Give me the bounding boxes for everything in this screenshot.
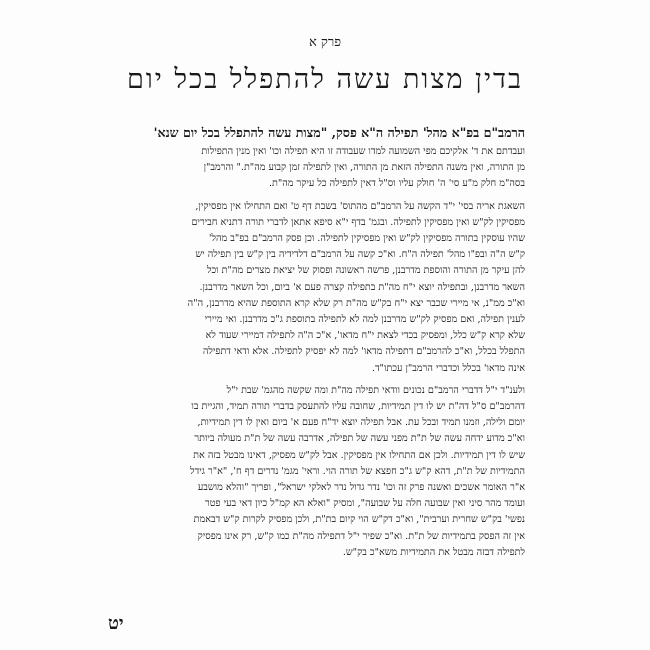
text-line: יומם ולילה, וזמנו תמיד ובכל עת. אבל תפילה יוצא יד"ח פעם א' ביום ואין לו דין תמידיות, (197, 417, 525, 429)
text-line: וא"כ מדוע ידחה עשה של ת"ת מפני עשה של תפילה, אדרבה עשה של ת"ת מעולה ביותר (194, 433, 525, 445)
text-line: מן התורה, ואין משנה התפילה הזאת מן התורה, ואין לתפילה זמן קבוע מה"ת." והרמב"ן (203, 162, 525, 174)
text-line: דהרמב"ם ס"ל דה"ת יש לו דין תמידיות, שחובה עליו להתעסק בדברי תורה תמיד, והגיית בו (191, 401, 525, 413)
text-line: מפסיקין לק"ש ואין מפסיקין לתפילה. ובגמ' בדף י"א סיפא אתאן לדברי תורה דתניא חבירים (191, 216, 525, 228)
text-line: ועבדתם את ד' אלקיכם מפי השמועה למדו שעבודה זו היא תפילה וכו' ואין מנין התפילות (201, 146, 525, 157)
text-line: להן עיקר מן התורה והוספת מדרבנן, פרשה ראשונה ופסוק של יציאת מצרים מה"ת וכל (207, 265, 525, 277)
page-title: בדין מצות עשה להתפלל בכל יום (126, 64, 524, 95)
paragraph (125, 199, 525, 377)
text-line: ועומד מהר סיני ואין שבועה חלה על שבועה", ומסיק "ואלא הא קמ"ל כיון דאי בעי פטר (205, 498, 525, 510)
text-line: שהיו עוסקין בתורה מפסיקין לק"ש ואין מפסיקין לתפילה. וכן פסק הרמב"ם בפ"ב מהל' (208, 233, 525, 245)
text-line: השאר מדרבנן, ובתפילה יוצא י"ח מה"ת בתפילה קצרה פעם א' ביום, וכל השאר מדרבנן. (199, 281, 525, 293)
text-line: שלא קרא ק"ש כלל, ומפסיק בכדי לצאת י"ח מדאו', א"כ ה"ה לתפילה דמיירי שעוד לא (205, 330, 525, 342)
page-number: יט (108, 613, 124, 634)
text-line: ולענ"ד י"ל דדברי הרמב"ם נכונים וודאי תפילה מה"ת ומה שקשה מהגמ' שבת י"ל (226, 384, 525, 396)
text-line: שיש לו דין תמידיות. ולכן אם התחילו אין מפסיקין. אבל לק"ש מפסיק, דאינו מבטל בזה את (193, 449, 525, 461)
paragraph (125, 122, 525, 193)
text-line: התפלל בכלל, וא"כ להרמב"ם דתפילה מדאו' למה לא יפסיק לתפילה. אלא ודאי דתפילה (202, 346, 525, 358)
text-line: ק"ש ה"ה ובפ"ו מהל' תפילה ה"ח. וא"כ קשה על הרמב"ם דלדידיה בין ק"ש בין תפילה יש (195, 249, 525, 261)
text-line: אין זה הפסק בתמידיות של ת"ת. וא"כ שפיר י"ל דתפילה מה"ת כמו ק"ש, רק אינו מפסיק (197, 530, 525, 542)
body-text (125, 122, 525, 561)
text-line: נפשי' בק"ש שחרית וערבית", וא"כ דק"ש הוי קיום בת"ת, ולכן מפסיק לקרות ק"ש דבאמת (193, 514, 525, 526)
chapter-label: פרק א (308, 35, 342, 50)
text-line: א"ר האומר אשכים ואשנה פרק זה וכו' נדר גדול נדר לאלקי ישראל", ופריך "והלא מושבע (197, 482, 525, 494)
text-line: התמידיות של ת"ת, דהא ק"ש ג"כ חפצא של תורה הוי. וראי' מגמ' נדרים דף ח', "א"ר גידל (190, 465, 525, 477)
text-line: הרמב"ם בפ"א מהל' תפילה ה"א פסק, "מצות עשה להתפלל בכל יום שנא' (153, 125, 525, 140)
text-line: וא"כ ממ"נ, אי מיירי שכבר יצא י"ח בק"ש מה"ת רק שלא קרא התוספת שהיא מדרבנן, ה"ה (187, 297, 525, 309)
text-line: לתפילה דבזה מבטל את התמידיות משא"כ בק"ש. (342, 546, 525, 558)
text-line: לענין תפילה, ואם מפסיק לק"ש מדרבנן למה לא לתפילה בתוספת ג"כ מדרבנן. ואי מיירי (204, 314, 525, 326)
text-line: השאגת אריה בסי' י"ד הקשה על הרמב"ם מהתוס' בשבת דף ט' ואם התחילו אין מפסיקין, (195, 200, 525, 212)
text-line: בסה"מ חלק מ"ע סי' ה' חולק עליו וס"ל דאין לתפילה כל עיקר מה"ת. (268, 178, 525, 190)
text-line: אינה מדאו' בכלל וכדברי הרמב"ן עכתו"ד. (371, 362, 525, 374)
paragraph (125, 383, 525, 561)
